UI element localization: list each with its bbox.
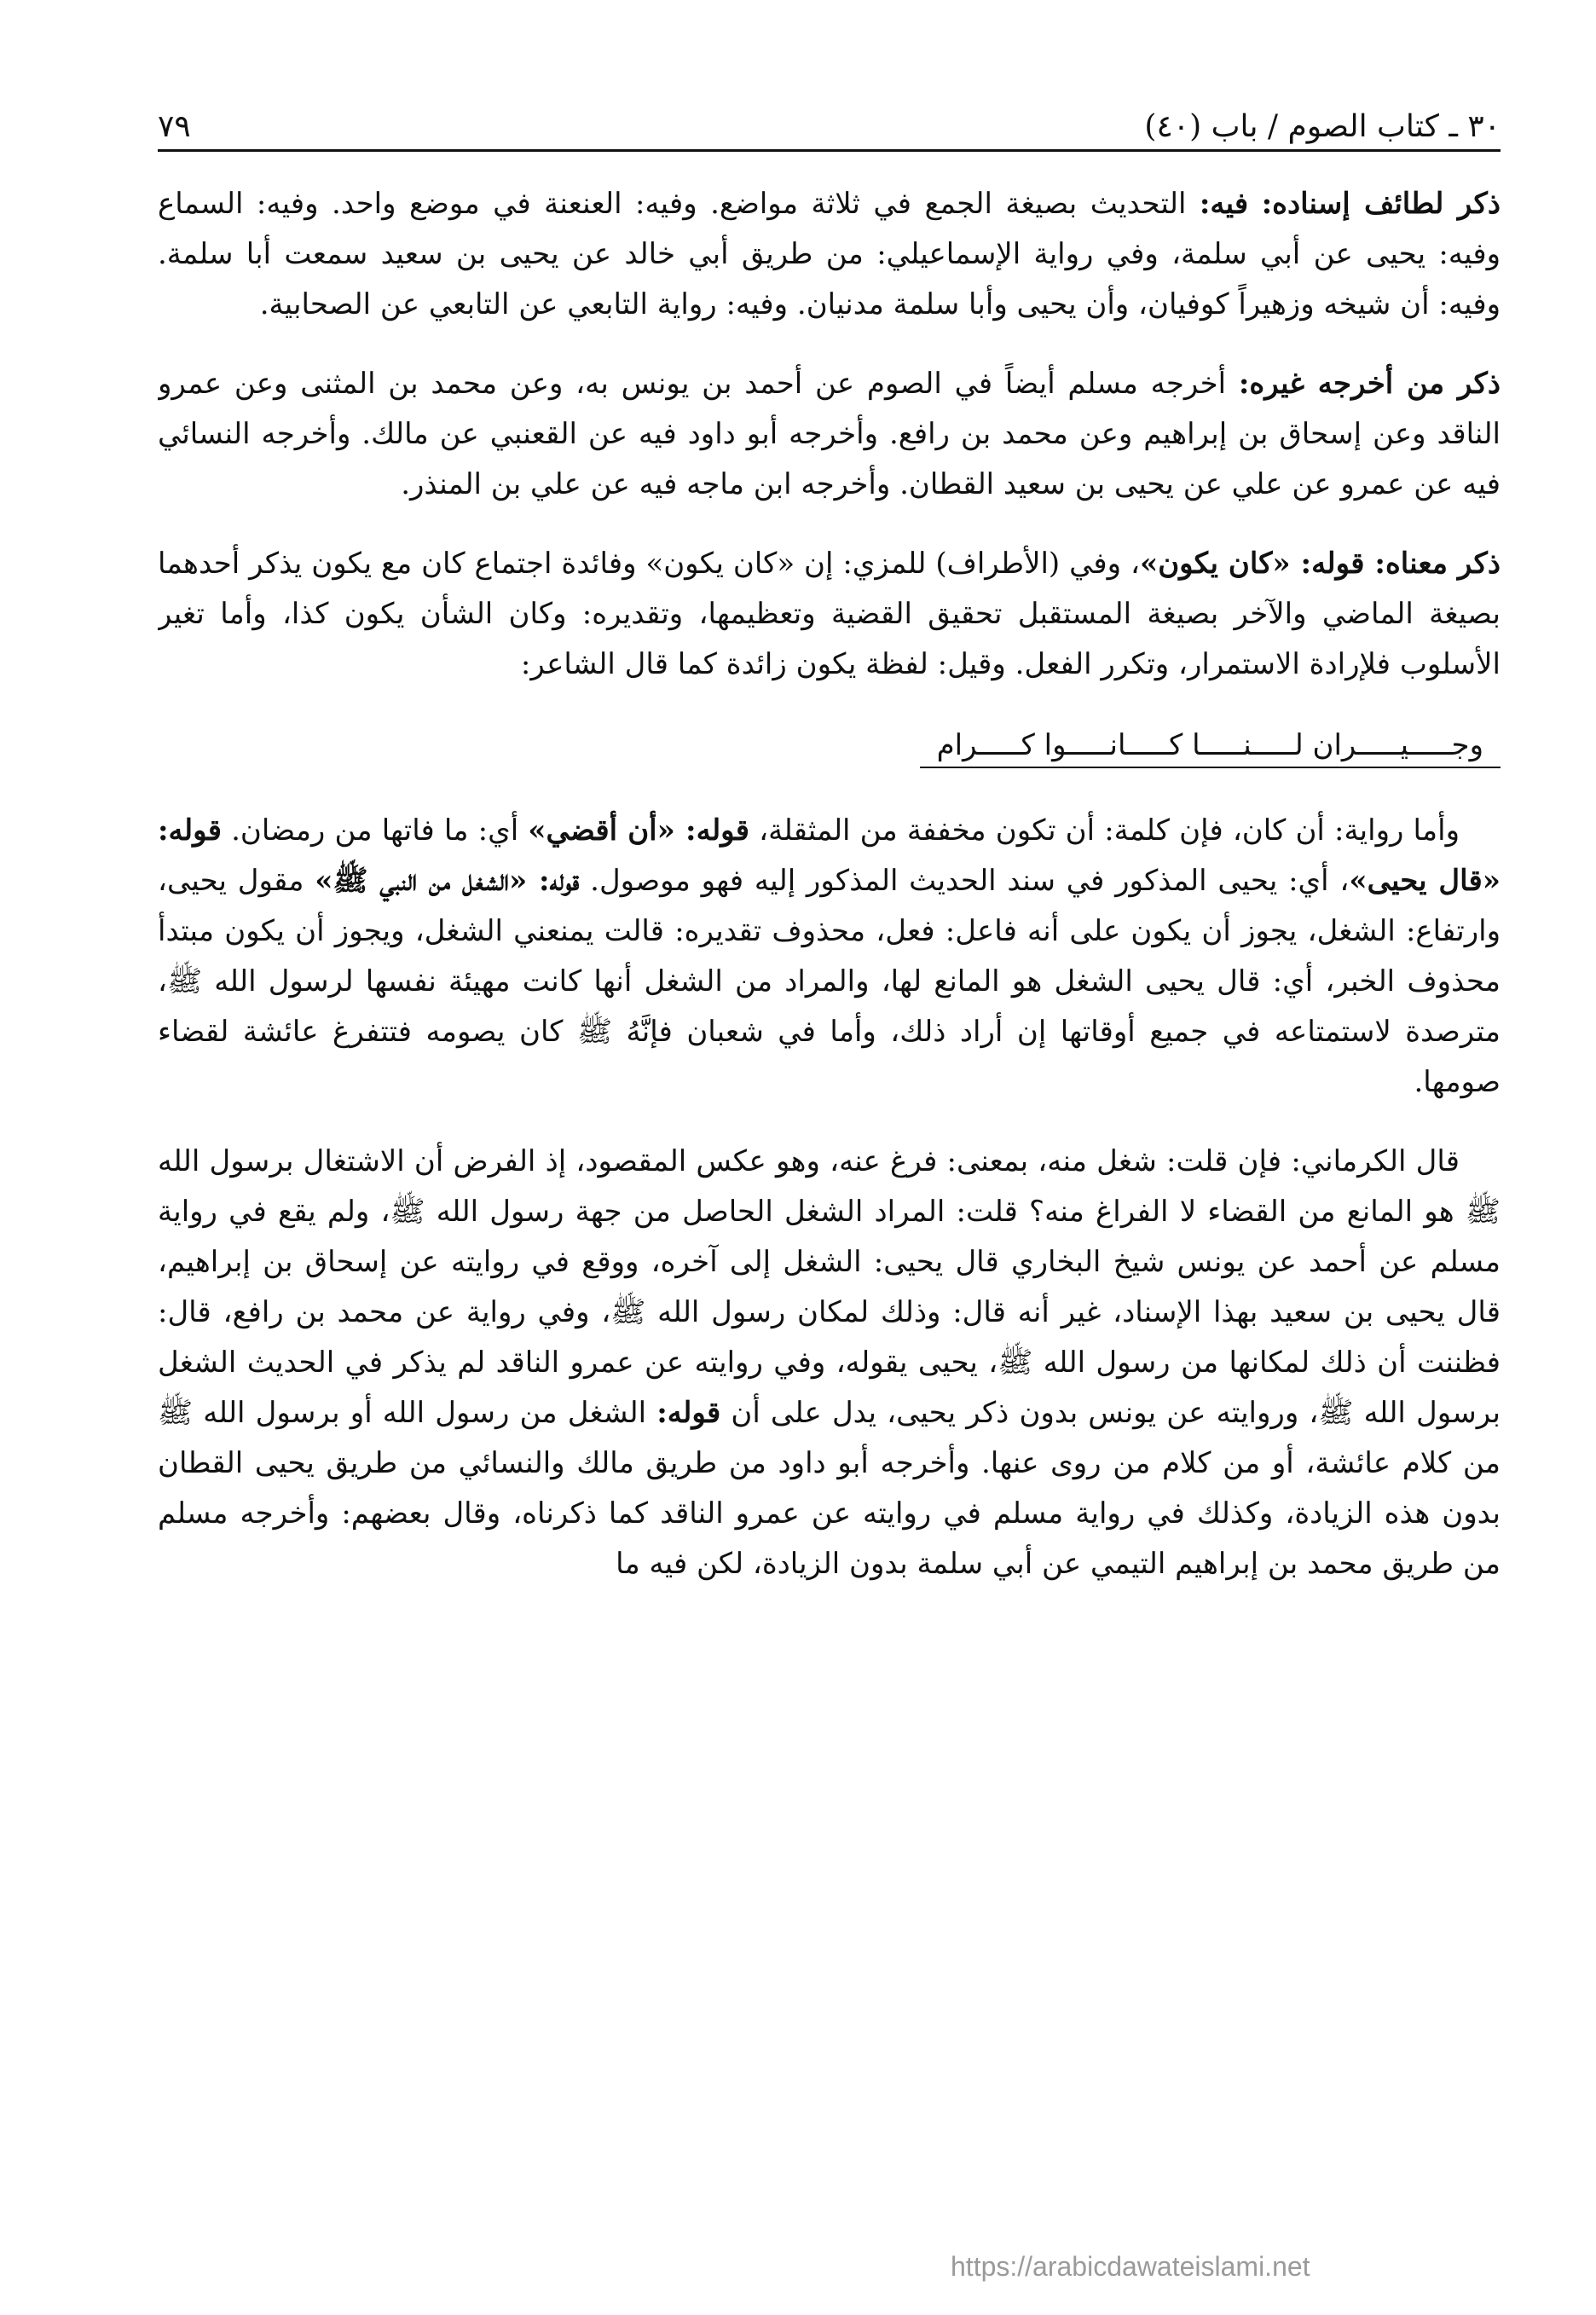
- running-title: ٣٠ ـ كتاب الصوم / باب (٤٠): [1144, 109, 1501, 144]
- paragraph-text: قال الكرماني: فإن قلت: شغل منه، بمعنى: فرغ عنه، وهو عكس المقصود، إذ الفرض أن الاشتغال برسول الله ﷺ هو المانع من القضاء لا الفراغ منه؟ قلت: المراد الشغل الحاصل من جهة رسول الله ﷺ، ولم يقع في رواية مسلم عن أحمد عن يونس شيخ البخاري قال يحيى: الشغل إلى آخره، ووقع في روايته عن إسحاق بن إبراهيم، قال يحيى بن سعيد بهذا الإسناد، غير أنه قال: وذلك لمكان رسول الله ﷺ، وفي رواية عن محمد بن رافع، قال: فظننت أن ذلك لمكانها من رسول الله ﷺ، يحيى يقوله، وفي روايته عن عمرو الناقد لم يذكر في الحديث الشغل برسول الله ﷺ، وروايته عن يونس بدون ذكر يحيى، يدل على أن: [158, 1144, 1501, 1430]
- document-page: [158, 85, 1501, 2268]
- page-header: [158, 85, 1501, 152]
- paragraph-text: وأما رواية: أن كان، فإن كلمة: أن تكون مخففة من المثقلة،: [749, 813, 1460, 848]
- paragraph-commentary: [158, 806, 1501, 1108]
- bold-term: قوله: «كان يكون»: [1139, 547, 1375, 581]
- paragraph-text: مقول يحيى، وارتفاع: الشغل، يجوز أن يكون على أنه فاعل: فعل، محذوف تقديره: قالت يمنعني الشغل، ويجوز أن يكون مبتدأ محذوف الخبر، أي: قال يحيى الشغل هو المانع لها، والمراد من الشغل أنها كانت مهيئة نفسها لرسول الله ﷺ، مترصدة لاستمتاعه في جميع أوقاتها إن أراد ذلك، وأما في شعبان فإنَّهُ ﷺ كان يصومه فتتفرغ عائشة لقضاء صومها.: [158, 864, 1501, 1099]
- bold-term: قوله:: [656, 1396, 721, 1430]
- verse-text: وجـــــيـــــران لـــــنـــــا كـــــانـــــوا كـــــرام: [920, 724, 1501, 768]
- paragraph-text: ، أي: يحيى المذكور في سند الحديث المذكور إليه فهو موصول.: [579, 864, 1350, 898]
- bold-term: قوله: «الشغل من النبي ﷺ»: [315, 864, 580, 898]
- paragraph-takhrij: [158, 359, 1501, 510]
- paragraph-text: ، وفي (الأطراف) للمزي: إن «كان يكون» وفائدة اجتماع كان مع يكون يذكر أحدهما بصيغة الماضي والآخر بصيغة المستقبل تحقيق القضية وتعظيمها، وتقديره: وكان الشأن يكون كذا، وأما تغير الأسلوب فلإرادة الاستمرار، وتكرر الفعل. وقيل: لفظة يكون زائدة كما قال الشاعر:: [158, 547, 1501, 681]
- bold-term: قوله: «قال يحيى»: [158, 813, 1501, 898]
- watermark-url: https://arabicdawateislami.net: [951, 2251, 1310, 2282]
- body-text: [158, 179, 1501, 1589]
- poetry-verse: [158, 719, 1501, 772]
- bold-term: فيه:: [1199, 187, 1249, 221]
- paragraph-isnad: [158, 179, 1501, 330]
- paragraph-meaning: [158, 539, 1501, 690]
- paragraph-kirmani: [158, 1137, 1501, 1589]
- paragraph-text: التحديث بصيغة الجمع في ثلاثة مواضع. وفيه: العنعنة في موضع واحد. وفيه: السماع وفيه: يحيى عن أبي سلمة، وفي رواية الإسماعيلي: من طريق أبي خالد عن يحيى بن سعيد سمعت أبا سلمة. وفيه: أن شيخه وزهيراً كوفيان، وأن يحيى وأبا سلمة مدنيان. وفيه: رواية التابعي عن التابعي عن الصحابية.: [158, 187, 1501, 321]
- paragraph-text: أخرجه مسلم أيضاً في الصوم عن أحمد بن يونس به، وعن محمد بن المثنى وعن عمرو الناقد وعن إسحاق بن إبراهيم وعن محمد بن رافع. وأخرجه أبو داود فيه عن القعنبي عن مالك. وأخرجه النسائي فيه عن عمرو عن علي عن يحيى بن سعيد القطان. وأخرجه ابن ماجه فيه عن علي بن المنذر.: [158, 367, 1501, 501]
- section-heading: ذكر لطائف إسناده:: [1261, 187, 1501, 221]
- section-heading: ذكر من أخرجه غيره:: [1238, 367, 1501, 401]
- paragraph-text: أي: ما فاتها من رمضان.: [221, 813, 529, 848]
- section-heading: ذكر معناه:: [1374, 547, 1501, 581]
- paragraph-text: الشغل من رسول الله أو برسول الله ﷺ من كلام عائشة، أو من كلام من روى عنها. وأخرجه أبو داود من طريق مالك والنسائي من طريق يحيى القطان بدون هذه الزيادة، وكذلك في رواية مسلم في روايته عن عمرو الناقد كما ذكرناه، وقال بعضهم: وأخرجه مسلم من طريق محمد بن إبراهيم التيمي عن أبي سلمة بدون الزيادة، لكن فيه ما: [158, 1396, 1501, 1581]
- bold-term: قوله: «أن أقضي»: [528, 813, 749, 848]
- page-number: ٧٩: [158, 109, 191, 144]
